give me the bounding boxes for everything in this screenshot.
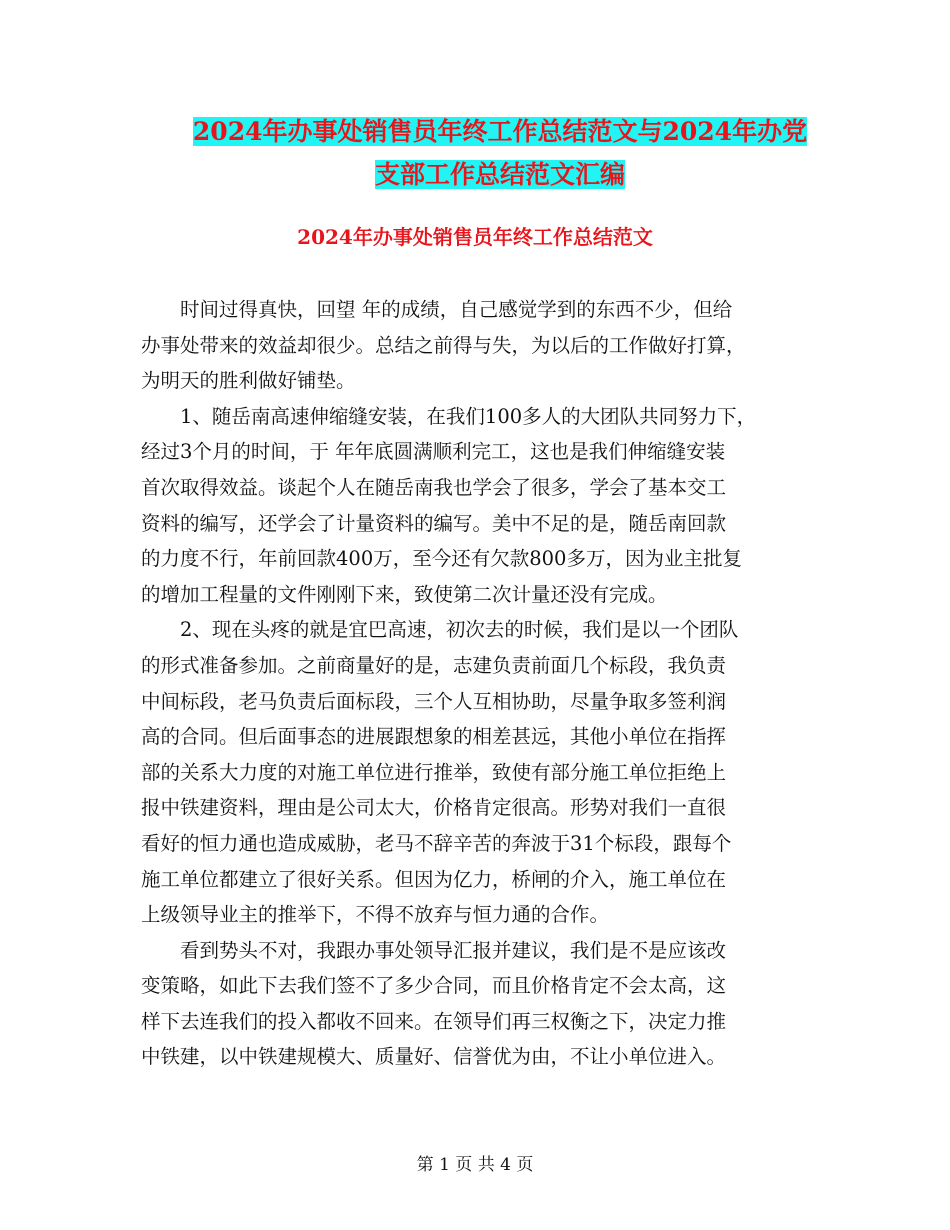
body-line: 变策略，如此下去我们签不了多少合同，而且价格肯定不会太高，这 — [141, 974, 727, 998]
document-body — [141, 292, 821, 1075]
body-line: 的增加工程量的文件刚刚下来，致使第二次计量还没有完成。 — [141, 582, 668, 606]
body-line: 办事处带来的效益却很少。总结之前得与失，为以后的工作做好打算， — [141, 333, 746, 357]
body-line: 上级领导业主的推举下，不得不放弃与恒力通的合作。 — [141, 903, 610, 927]
body-line: 首次取得效益。谈起个人在随岳南我也学会了很多，学会了基本交工 — [141, 475, 727, 499]
document-title-line-2 — [140, 158, 860, 192]
body-line: 部的关系大力度的对施工单位进行推举，致使有部分施工单位拒绝上 — [141, 760, 727, 784]
body-line: 1、随岳南高速伸缩缝安装，在我们100多人的大团队共同努力下， — [180, 404, 757, 428]
body-line: 的力度不行，年前回款400万，至今还有欠款800多万，因为业主批复 — [141, 547, 742, 571]
body-line: 中间标段，老马负责后面标段，三个人互相协助，尽量争取多签利润 — [141, 689, 727, 713]
body-line: 时间过得真快，回望 年的成绩，自己感觉学到的东西不少，但给 — [180, 298, 733, 321]
document-title-text-1: 2024年办事处销售员年终工作总结范文与2024年办党 — [192, 117, 808, 146]
body-line: 资料的编写，还学会了计量资料的编写。美中不足的是，随岳南回款 — [141, 511, 727, 535]
section-heading: 2024年办事处销售员年终工作总结范文 — [297, 225, 653, 249]
body-line: 2、现在头疼的就是宜巴高速，初次去的时候，我们是以一个团队 — [180, 618, 739, 642]
document-title-text-2: 支部工作总结范文汇编 — [374, 160, 625, 189]
page-footer: 第 1 页 共 4 页 — [416, 1155, 534, 1175]
body-line: 为明天的胜利做好铺垫。 — [141, 369, 356, 393]
body-line: 中铁建，以中铁建规模大、质量好、信誉优为由，不让小单位进入。 — [141, 1045, 727, 1069]
body-line: 样下去连我们的投入都收不回来。在领导们再三权衡之下，决定力推 — [141, 1009, 727, 1033]
body-line: 经过3个月的时间，于 年年底圆满顺利完工，这也是我们伸缩缝安装 — [141, 440, 726, 464]
body-line: 看好的恒力通也造成威胁，老马不辞辛苦的奔波于31个标段，跟每个 — [141, 831, 732, 855]
body-line: 施工单位都建立了很好关系。但因为亿力，桥闸的介入，施工单位在 — [141, 867, 727, 891]
body-line: 看到势头不对，我跟办事处领导汇报并建议，我们是不是应该改 — [180, 938, 727, 962]
body-line: 的形式准备参加。之前商量好的是，志建负责前面几个标段，我负责 — [141, 653, 727, 677]
document-title-line-1 — [140, 115, 860, 149]
body-line: 报中铁建资料，理由是公司太大，价格肯定很高。形势对我们一直很 — [141, 796, 727, 820]
body-line: 高的合同。但后面事态的进展跟想象的相差甚远，其他小单位在指挥 — [141, 725, 727, 749]
